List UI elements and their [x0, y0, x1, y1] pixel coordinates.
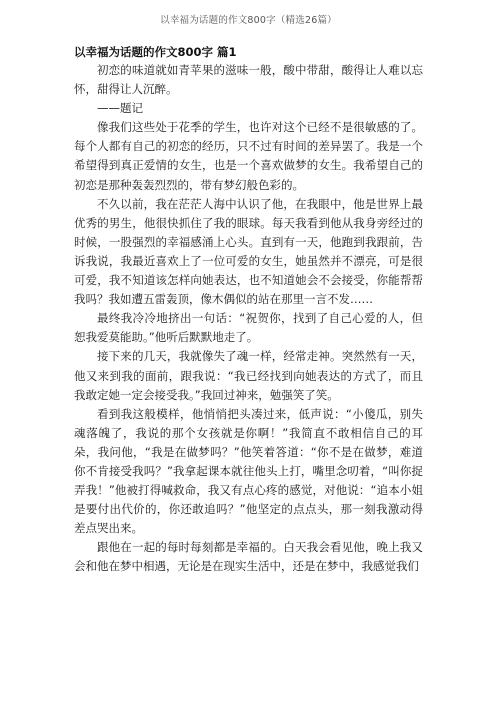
- paragraph: 不久以前，我在茫茫人海中认识了他，在我眼中，他是世界上最优秀的男生，他很快抓住了我的眼球。每天我看到他从我身旁经过的时候，一股强烈的幸福感涌上心头。直到有一天，他跑到我跟前，告诉我说，我最近喜欢上了一位可爱的女生，她虽然并不漂亮，可是很可爱，我不知道该怎样向她表达，也不知道她会不会接受，你能帮帮我吗？我如遭五雷轰顶，像木偶似的站在那里一言不发……: [74, 196, 423, 307]
- paragraph: 看到我这般模样，他悄悄把头凑过来，低声说：“小傻瓜，别失魂落魄了，我说的那个女孩就是你啊！”我简直不敢相信自己的耳朵，我问他，“我是在做梦吗？”他笑着答道：“你不是在做梦，难道你不肯接受我吗？”我拿起课本就往他头上打，嘴里念叨着，“叫你捉弄我！”他被打得喊救命，我又有点心疼的感觉，对他说：“追本小姐是要付出代价的，你还敢追吗？”他坚定的点点头，那一刻我激动得差点哭出来。: [74, 406, 423, 536]
- paragraph: 像我们这些处于花季的学生，也许对这个已经不是很敏感的了。每个人都有自己的初恋的经历，只不过有时间的差异罢了。我是一个希望得到真正爱情的女生，也是一个喜欢做梦的女生。我希望自己的初恋是那种轰轰烈烈的，带有梦幻般色彩的。: [74, 120, 423, 192]
- paragraph-epigraph: ——题记: [97, 101, 143, 116]
- section-title: 以幸福为话题的作文800字 篇1: [74, 45, 237, 59]
- article-body: [74, 61, 423, 577]
- document-header: 以幸福为话题的作文800字（精选26篇）: [160, 15, 337, 26]
- paragraph: 接下来的几天，我就像失了魂一样，经常走神。突然然有一天，他又来到我的面前，跟我说：“我已经找到向她表达的方式了，而且我敢定她一定会接受我。”我回过神来，勉强笑了笑。: [74, 349, 423, 402]
- paragraph: 跟他在一起的每时每刻都是幸福的。白天我会看见他，晚上我又会和他在梦中相遇，无论是在现实生活中，还是在梦中，我感觉我们: [74, 540, 423, 574]
- paragraph: 最终我冷冷地挤出一句话：“祝贺你，找到了自己心爱的人，但恕我爱莫能助。”他听后默默地走了。: [74, 311, 423, 345]
- paragraph-intro: 初恋的味道就如青苹果的滋味一般，酸中带甜，酸得让人难以忘怀，甜得让人沉醉。: [74, 63, 423, 97]
